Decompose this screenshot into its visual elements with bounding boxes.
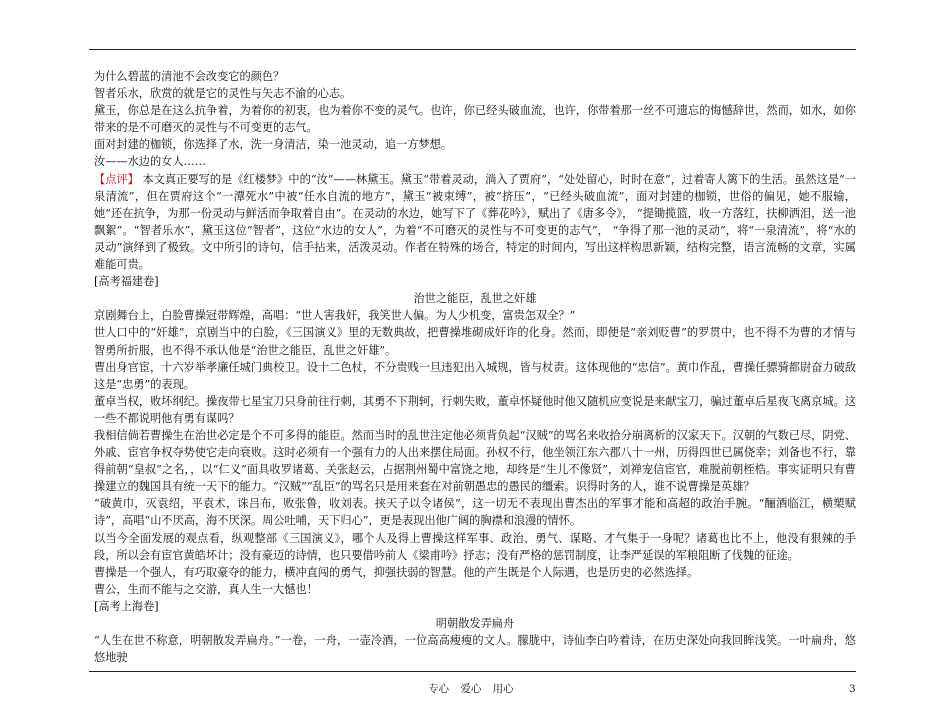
paragraph: 曹公，生而不能与之交游，真人生一大憾也！ xyxy=(94,582,318,596)
paragraph: 曹出身官宦，十六岁举孝廉任城门典校卫。设十二色杖，不分贵贱一旦违犯出入城规，皆与杖责。这体现他的“忠信”。黄巾作乱，曹操任骠骑都尉奋力破敌这是“忠勇”的表现。 xyxy=(94,360,856,391)
comment-tag: 【点评】 xyxy=(94,172,139,186)
footer-rule xyxy=(89,671,856,672)
paragraph: 京剧舞台上，白脸曹操冠带辉煌，高唱：“世人害我奸，我笑世人偏。为人少机变，富贵怎双全？” xyxy=(94,309,576,323)
paragraph: 我相信倘若曹操生在治世必定是个不可多得的能臣。然而当时的乱世注定他必须背负起“汉贼”的骂名来收拾分崩离析的汉家天下。汉朝的气数已尽，阴党、外戚、宦官争权夺势使它走向衰败。这时必须有一个强有力的人出来摆住局面。孙权不行，他坐领江东六郡八十一州，历得四世已属侥幸；刘备也不行，靠得前朝“皇叔”之名，，以“仁义”面具收罗诸葛、关张赵云，占据荆州蜀中富饶之地，却终是“生儿不像贤”，刘禅宠信宦官，难脱前朝桎梏。事实证明只有曹操建立的魏国具有统一天下的能力。“汉贼”“乱臣”的骂名只是用来套在对前朝愚忠的愚民的缰索。识得时务的人，谁不说曹操是英雄？ xyxy=(94,428,856,494)
paragraph: “破黄巾，灭袁绍，平袁术，诛吕布，败张鲁，收刘表。挟天子以令诸侯”，这一切无不表现出曹杰出的军事才能和高超的政治手腕。“酾酒临江，横槊赋诗”，高唱“山不厌高，海不厌深。周公吐哺，天下归心”，更是表现出他广阔的胸襟和浪漫的情怀。 xyxy=(94,497,856,528)
paragraph: 世人口中的“奸雄”，京剧当中的白脸，《三国演义》里的无数典故，把曹操堆砌成奸诈的化身。然而，即便是“亲刘贬曹”的罗贯中，也不得不为曹的才情与智勇所折服，也不得不承认他是“治世之能臣，乱世之奸雄”。 xyxy=(94,326,856,357)
paragraph: 以当今全面发展的观点看，纵观整部《三国演义》，哪个人及得上曹操这样军事、政治、勇气、谋略、才气集于一身呢？诸葛也比不上，他没有狠辣的手段，所以会有宦官黄皓坏计；没有豪迈的诗情，也只要借吟前人《梁甫吟》抒志；没有严格的惩罚制度，让李严延误的军粮阻断了伐魏的征途。 xyxy=(94,531,856,562)
header-rule xyxy=(89,49,856,50)
comment-paragraph xyxy=(94,171,856,274)
paragraph: 黛玉，你总是在这么抗争着，为着你的初衷，也为着你不变的灵气。也许，你已经头破血流，也许，你带着那一丝不可遗忘的悔憾辞世，然而，如水，如你带来的是不可磨灭的灵性与不可变更的志气。 xyxy=(94,104,856,135)
section-label: [高考上海卷] xyxy=(94,599,159,613)
paragraph: 董卓当权，败坏纲纪。操夜带七星宝刀只身前往行刺，其勇不下荆轲，行刺失败，董卓怀疑他时他又随机应变说是来献宝刀，骗过董卓后星夜飞离京城。这一些不都说明他有勇有谋吗？ xyxy=(94,394,856,425)
paragraph: “人生在世不称意，明朝散发弄扁舟。”一卷，一舟，一壶冷酒，一位高高瘦瘦的文人。朦胧中，诗仙李白吟着诗，在历史深处向我回眸浅笑。一叶扁舟，悠悠地驶 xyxy=(94,634,856,665)
paragraph: 汝——水边的女人…… xyxy=(94,155,206,169)
footer-motto: 专心 爱心 用心 xyxy=(428,683,514,695)
paragraph: 智者乐水，欣赏的就是它的灵性与矢志不渝的心志。 xyxy=(94,87,352,101)
page-number: 3 xyxy=(849,683,856,695)
paragraph: 面对封建的枷锁，你选择了水，洗一身清洁，染一池灵动，追一方梦想。 xyxy=(94,138,453,152)
essay-title: 治世之能臣，乱世之奸雄 xyxy=(413,292,537,306)
paragraph: 曹操是一个强人，有巧取豪夺的能力，横冲直闯的勇气，抑强扶弱的智慧。他的产生既是个人际遇，也是历史的必然选择。 xyxy=(94,565,699,579)
paragraph: 为什么碧蓝的清池不会改变它的颜色？ xyxy=(94,70,285,83)
comment-text: 本文真正要写的是《红楼梦》中的“汝”——林黛玉。黛玉“带着灵动，淌入了贾府”，“处处留心，时时在意”，过着寄人篱下的生活。虽然这是“一泉清流”，但在贾府这个“一潭死水”中被“任水自流的地方”，黛玉“被束缚”，被“挤压”，“已经头破血流”，面对封建的枷锁，世俗的偏见，她不服输，她“还在抗争，为那一份灵动与鲜活而争取着自由”。在灵动的水边，她写下了《葬花吟》，赋出了《唐多令》， “提锄揽篮，收一方落红，扶柳洒泪，送一池飘絮”。“智者乐水”，黛玉这位“智者”，这位“水边的女人”，为着“不可磨灭的灵性与不可变更的志气”， “争得了那一池的灵动”，将“一泉清流”，将“水的灵动”演绎到了极致。文中所引的诗句，信手拈来，活泼灵动。作者在特殊的场合，特定的时间内，写出这样构思新颖，结构完整，语言流畅的文章，实属难能可贵。 xyxy=(94,172,856,272)
section-label: [高考福建卷] xyxy=(94,275,159,289)
essay-title: 明朝散发弄扁舟 xyxy=(435,617,515,630)
document-body xyxy=(94,68,856,666)
